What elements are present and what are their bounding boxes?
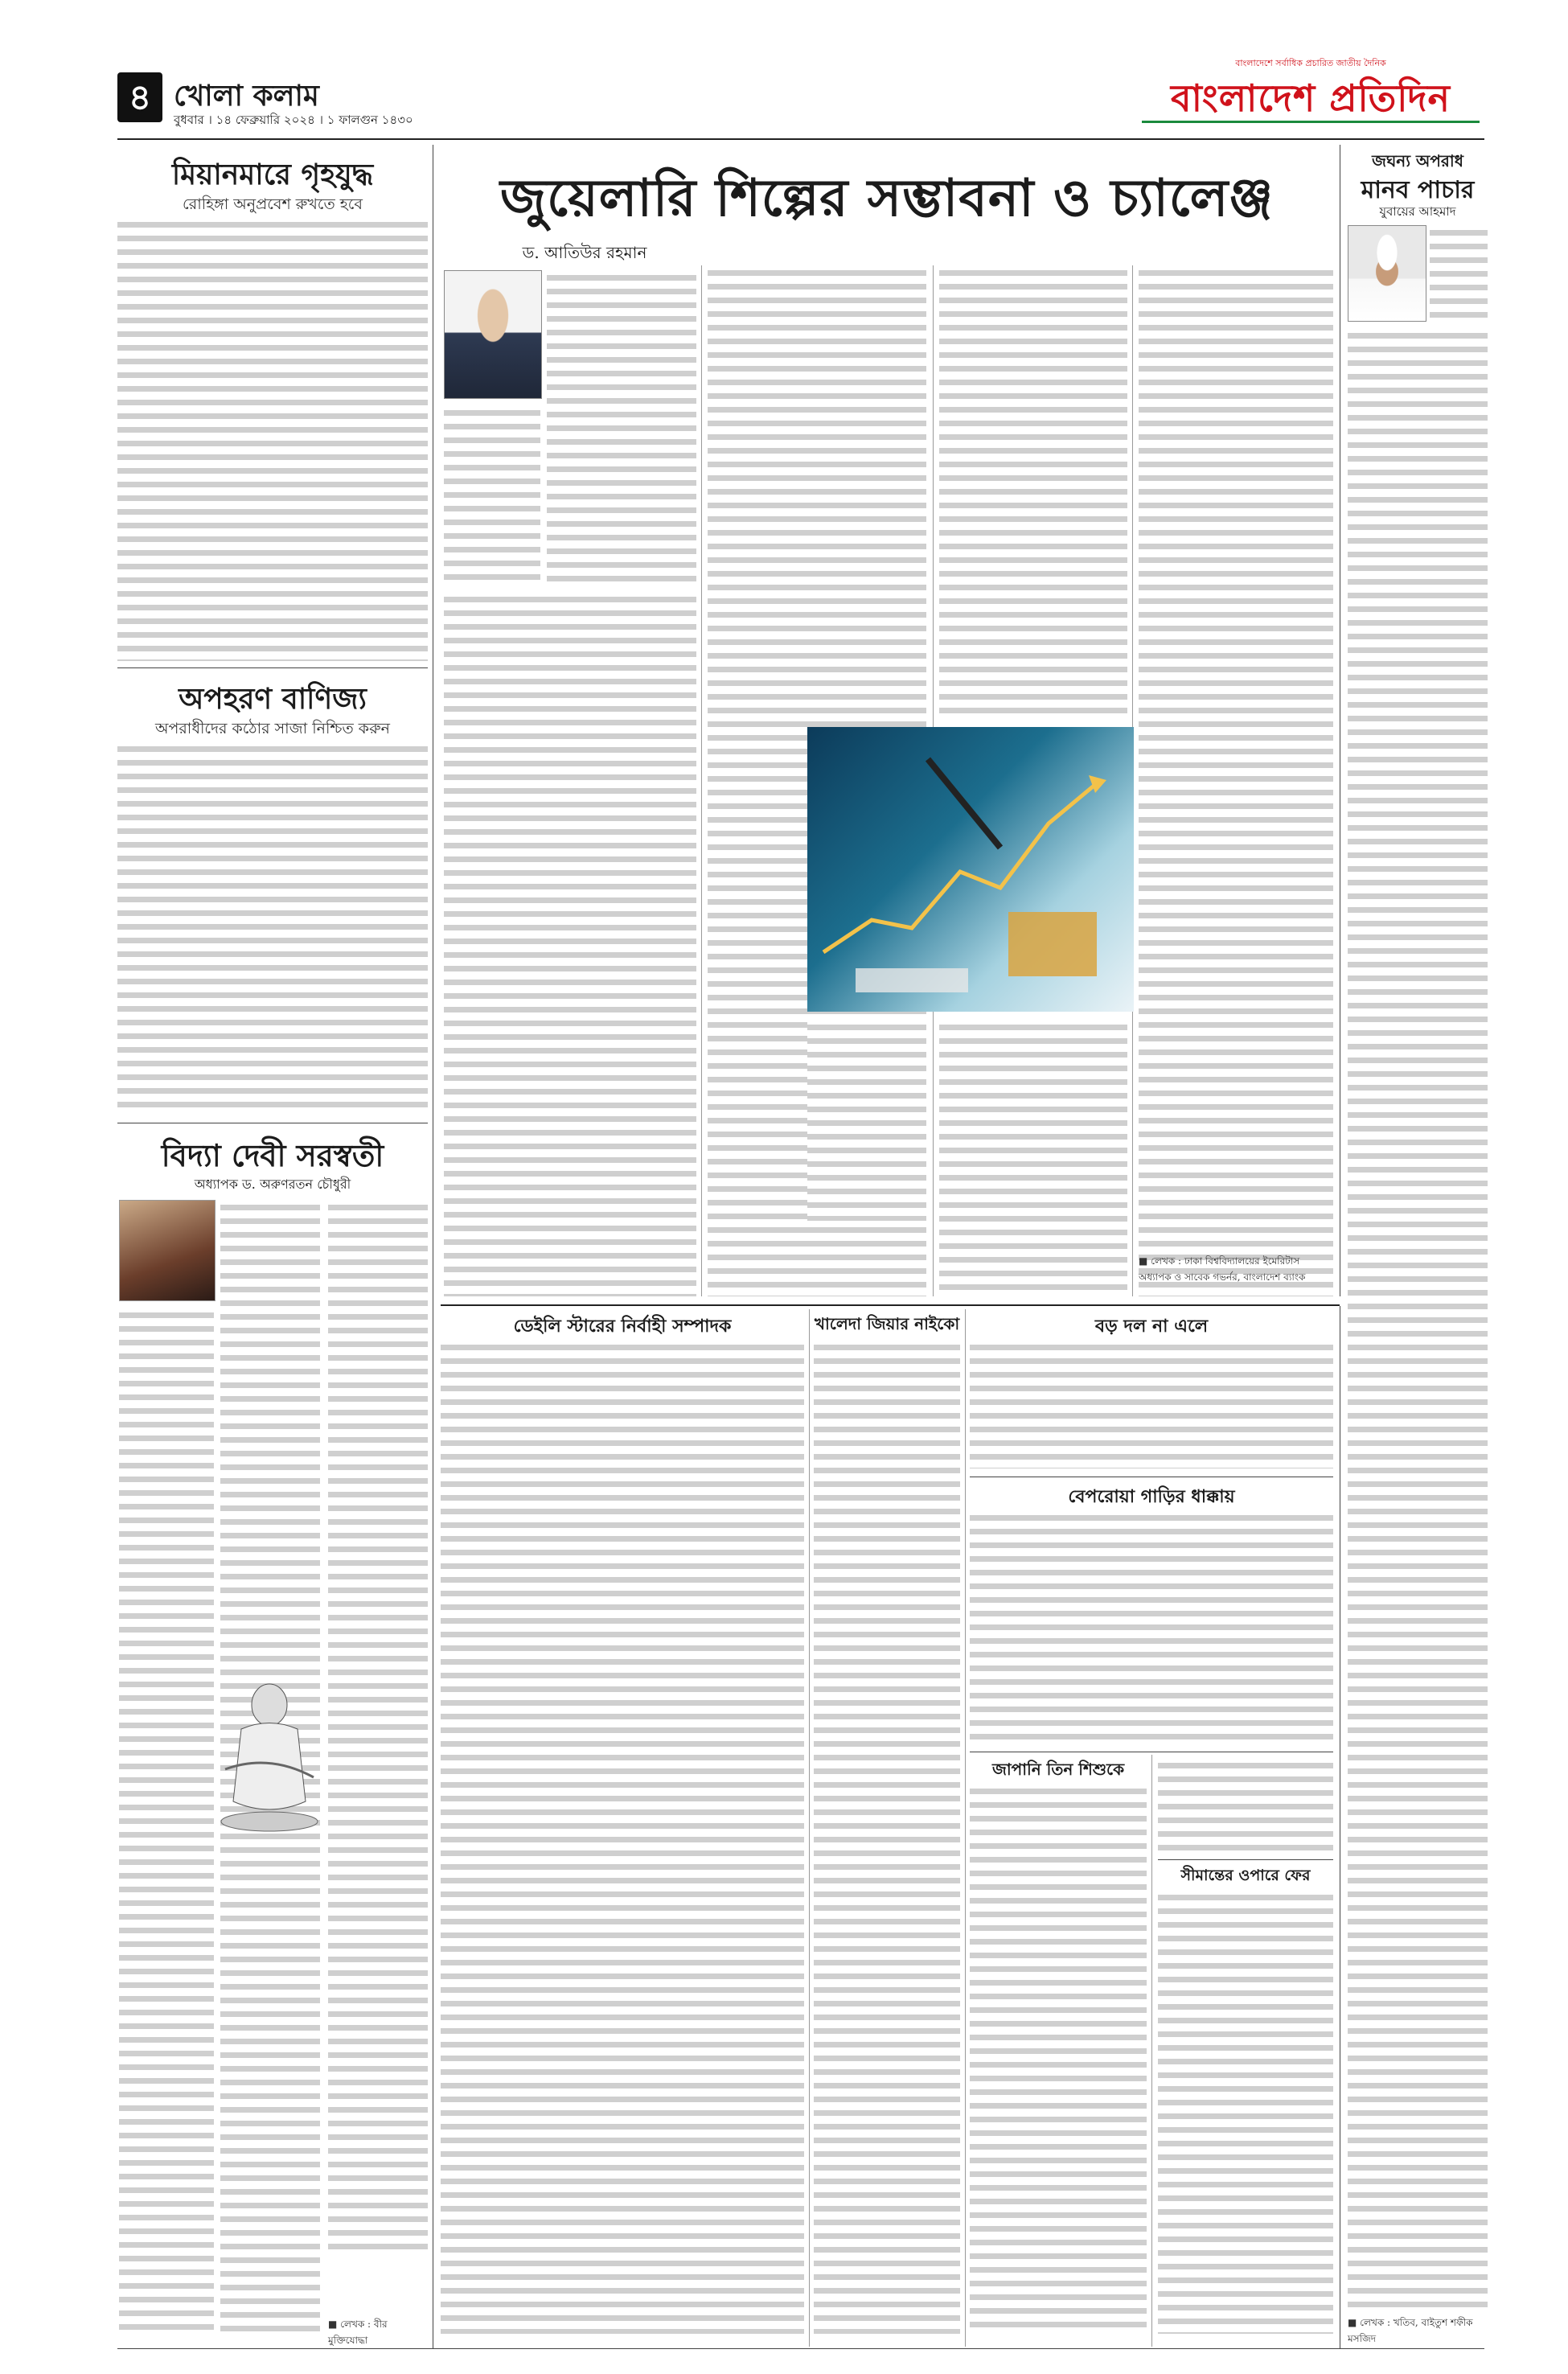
- bottom-col3b-body: [970, 1510, 1333, 1744]
- bottom-col3-div-3: [1158, 1859, 1333, 1860]
- main-body-col3b: [939, 1020, 1127, 1296]
- right-body-top: [1430, 225, 1488, 320]
- article-2-body: [117, 741, 428, 1113]
- article-2-subtitle: অপরাধীদের কঠোর সাজা নিশ্চিত করুন: [155, 720, 390, 737]
- right-kicker: জঘন্য অপরাধ: [1372, 151, 1463, 170]
- bottom-col3c-title: জাপানি তিন শিশুকে: [991, 1760, 1125, 1779]
- article-1-subtitle: রোহিঙ্গা অনুপ্রবেশ রুখতে হবে: [183, 195, 363, 213]
- bottom-col2-title: খালেদা জিয়ার নাইকো: [814, 1314, 960, 1333]
- main-body-col1b: [444, 405, 540, 584]
- main-author-note: ■ লেখক : ঢাকা বিশ্ববিদ্যালয়ের ইমেরিটাস অধ্যাপক ও সাবেক গভর্নর, বাংলাদেশ ব্যাংক: [1139, 1255, 1306, 1283]
- article-3-byline: অধ্যাপক ড. অরুণরতন চৌধুরী: [194, 1177, 351, 1192]
- main-body-col1: [547, 270, 696, 584]
- bottom-col3a-title: বড় দল না এলে: [1094, 1316, 1209, 1337]
- bottom-col1-body: [441, 1340, 804, 2334]
- section-title: খোলা কলাম: [174, 80, 319, 113]
- main-body-col4: [1139, 265, 1333, 1296]
- jewelry-photo: [807, 727, 1134, 1012]
- author-photo-3: [119, 1200, 215, 1301]
- article-1-title: মিয়ানমারে গৃহযুদ্ধ: [171, 158, 374, 191]
- bottom-col-rule-3: [1151, 1755, 1152, 2347]
- article-3-body-col1b: [119, 1308, 214, 2334]
- main-byline: ড. আতিউর রহমান: [522, 243, 647, 262]
- bottom-col3b-title: বেপরোয়া গাড়ির ধাক্কায়: [1068, 1486, 1235, 1507]
- brand-name: বাংলাদেশ প্রতিদিন: [1170, 76, 1451, 120]
- left-divider-1: [117, 667, 428, 668]
- article-3-note: ■ লেখক : বীর মুক্তিযোদ্ধা: [328, 2319, 388, 2346]
- brand-tagline: বাংলাদেশে সর্বাধিক প্রচারিত জাতীয় দৈনিক: [1235, 58, 1386, 68]
- right-author-photo: [1348, 225, 1426, 322]
- author-photo-main: [444, 270, 542, 399]
- bottom-col3b-body-2: [1158, 1758, 1333, 1853]
- main-body-col1c: [444, 592, 696, 1296]
- right-body: [1348, 328, 1488, 2308]
- article-3-body-col2: [328, 1200, 428, 2253]
- article-3-title: বিদ্যা দেবী সরস্বতী: [161, 1137, 384, 1173]
- bottom-col3d-title: সীমান্তের ওপারে ফের: [1180, 1867, 1311, 1884]
- saraswati-illustration: [209, 1673, 330, 1834]
- main-body-col3: [939, 265, 1127, 716]
- bottom-col-rule-2: [965, 1309, 966, 2347]
- header-rule: [117, 138, 1484, 140]
- bottom-col2-body: [814, 1340, 960, 2334]
- right-byline: যুবায়ের আহমাদ: [1379, 204, 1456, 219]
- main-col-rule-1: [701, 265, 702, 1296]
- footer-rule: [117, 2348, 1484, 2349]
- dateline: বুধবার । ১৪ ফেব্রুয়ারি ২০২৪ । ১ ফালগুন ১৪৩০: [174, 113, 413, 127]
- right-note: ■ লেখক : খতিব, বাইতুশ শফীক মসজিদ: [1348, 2317, 1473, 2344]
- bottom-col1-title: ডেইলি স্টারের নির্বাহী সম্পাদক: [513, 1316, 732, 1337]
- article-2-title: অপহরণ বাণিজ্য: [179, 682, 367, 716]
- article-1-body: [117, 217, 428, 661]
- bottom-col-rule-1: [809, 1309, 810, 2347]
- bottom-col3d-body: [1158, 1890, 1333, 2334]
- main-body-col2b: [807, 1020, 926, 1221]
- main-headline: জুয়েলারি শিল্পের সম্ভাবনা ও চ্যালেঞ্জ: [499, 168, 1274, 228]
- right-title: মানব পাচার: [1361, 176, 1475, 204]
- bottom-col3a-body: [970, 1340, 1333, 1468]
- page-number: ৪: [128, 77, 152, 118]
- bottom-divider: [441, 1304, 1340, 1306]
- bottom-col3c-body: [970, 1784, 1147, 2334]
